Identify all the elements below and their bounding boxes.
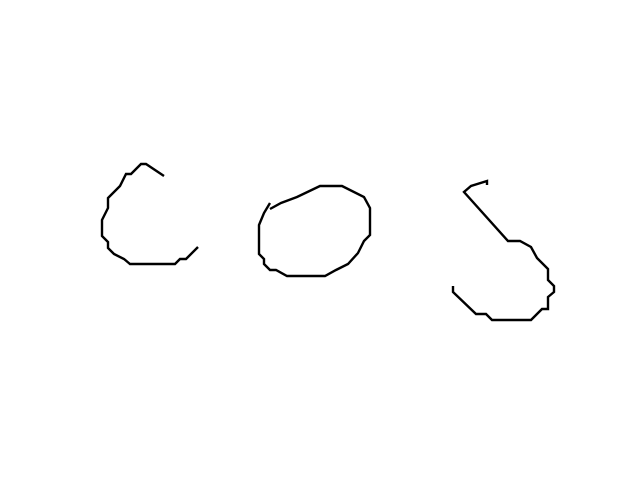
sketch-stroke-s <box>453 181 554 320</box>
sketch-stroke-c <box>102 164 198 264</box>
sketch-stroke-o <box>259 186 370 276</box>
